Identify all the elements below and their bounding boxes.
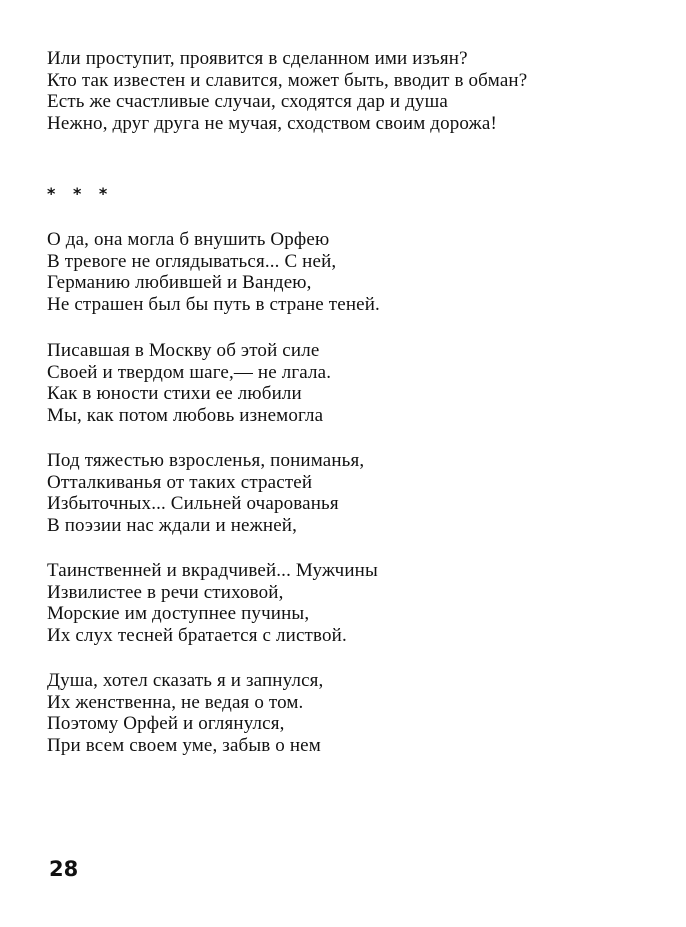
poem-line: О да, она могла б внушить Орфею	[47, 229, 330, 250]
page-number: 28	[49, 857, 79, 881]
poem-line: Избыточных... Сильней очарованья	[47, 493, 339, 514]
poem-stanza	[47, 229, 380, 315]
poem-line: Мы, как потом любовь изнемогла	[47, 404, 324, 426]
section-separator: * * *	[47, 184, 114, 203]
poem-line: В поэзии нас ждали и нежней,	[47, 514, 298, 536]
poem-line: Своей и твердом шаге,— не лгала.	[47, 361, 332, 383]
poem-line: Поэтому Орфей и оглянулся,	[47, 713, 285, 734]
poem-line: Писавшая в Москву об этой силе	[47, 340, 320, 361]
poem-line: Под тяжестью взросленья, пониманья,	[47, 450, 365, 471]
poem-stanza	[47, 450, 364, 536]
poem-line: В тревоге не оглядываться... С ней,	[47, 250, 337, 272]
poem-line: Нежно, друг друга не мучая, сходством своим дорожа!	[47, 112, 497, 134]
poem-line: Таинственней и вкрадчивей... Мужчины	[47, 560, 378, 581]
poem-line: Как в юности стихи ее любили	[47, 383, 302, 404]
poem-line: Отталкиванья от таких страстей	[47, 471, 313, 493]
poem-line: Душа, хотел сказать я и запнулся,	[47, 670, 324, 691]
poem-line: Их женственна, не ведая о том.	[47, 691, 304, 713]
poem-line: Есть же счастливые случаи, сходятся дар и душа	[47, 91, 448, 112]
poem-line: Извилистее в речи стиховой,	[47, 581, 284, 603]
poem-continuation-stanza	[47, 48, 527, 134]
poem-line: Германию любившей и Вандею,	[47, 272, 312, 293]
poem-line: Их слух тесней братается с листвой.	[47, 624, 347, 646]
poem-line: Не страшен был бы путь в стране теней.	[47, 293, 380, 315]
poem-line: Или проступит, проявится в сделанном ими изъян?	[47, 48, 468, 69]
poem-stanza	[47, 340, 331, 426]
poem-line: При всем своем уме, забыв о нем	[47, 734, 321, 756]
poem-line: Кто так известен и славится, может быть, вводит в обман?	[47, 69, 528, 91]
poem-stanza	[47, 670, 323, 756]
poem-line: Морские им доступнее пучины,	[47, 603, 310, 624]
poem-stanza	[47, 560, 378, 646]
